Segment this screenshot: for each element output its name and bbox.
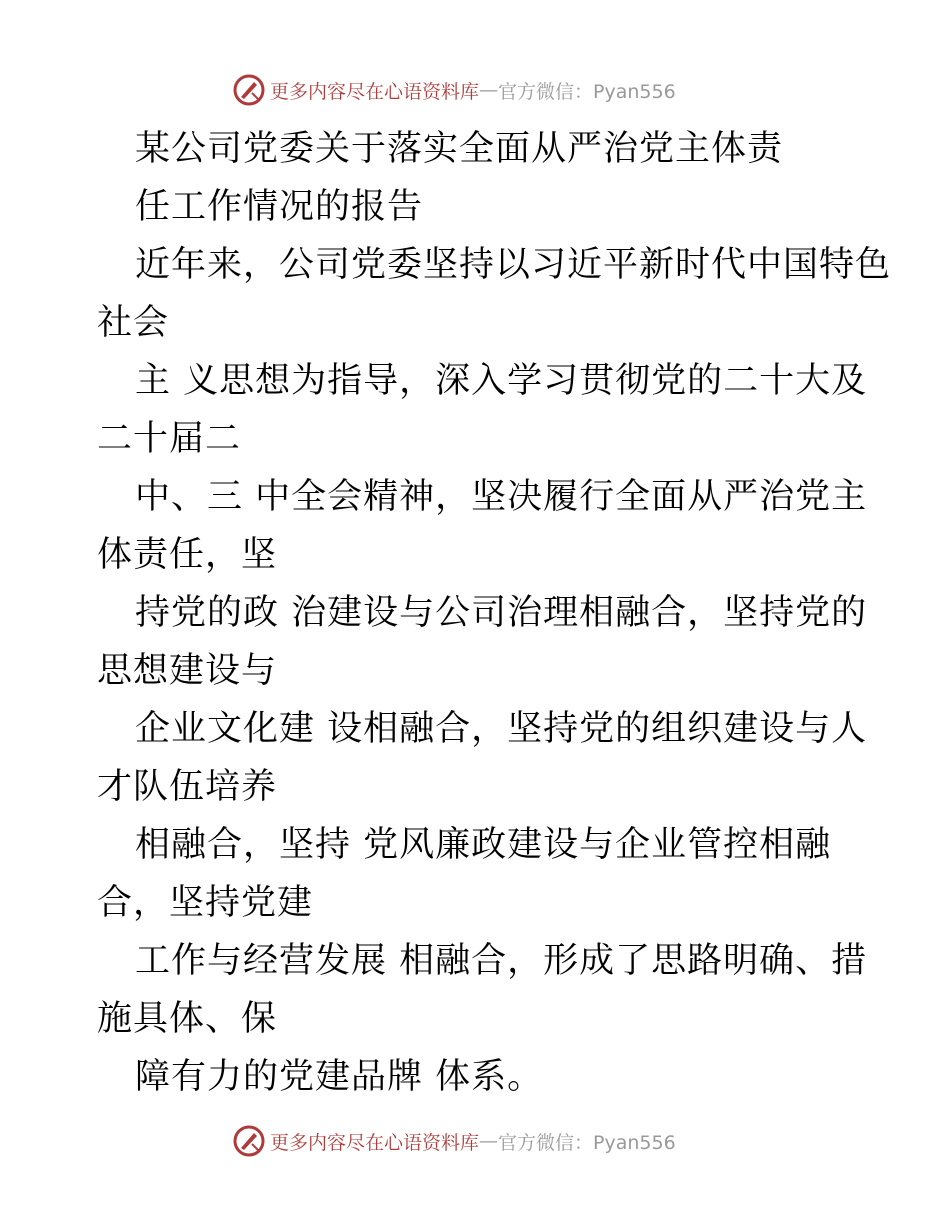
doc-paragraph-line: 企业文化建 设相融合，坚持党的组织建设与人 <box>135 709 868 749</box>
doc-paragraph-line: 主 义思想为指导，深入学习贯彻党的二十大及 <box>135 361 868 401</box>
watermark-suffix-text: 官方微信：Pyan556 <box>498 1131 676 1154</box>
watermark-dash: — <box>479 1130 499 1152</box>
footer-watermark <box>232 1123 676 1159</box>
doc-paragraph-line: 相融合，坚持 党风廉政建设与企业管控相融 <box>135 825 832 865</box>
doc-paragraph-line: 持党的政 治建设与公司治理相融合，坚持党的 <box>135 593 868 633</box>
doc-paragraph-line: 中、三 中全会精神，坚决履行全面从严治党主 <box>135 477 868 517</box>
doc-title-line-1: 某公司党委关于落实全面从严治党主体责 <box>135 129 784 169</box>
doc-paragraph-line: 近年来，公司党委坚持以习近平新时代中国特色 <box>135 245 892 285</box>
header-watermark <box>232 72 676 108</box>
doc-paragraph-line: 二十届二 <box>97 419 242 459</box>
watermark-main-text: 更多内容尽在心语资料库 <box>270 80 480 103</box>
doc-paragraph-line: 才队伍培养 <box>97 767 278 807</box>
watermark-suffix-text: 官方微信：Pyan556 <box>498 80 676 103</box>
watermark-dash: — <box>479 79 499 101</box>
doc-paragraph-line: 工作与经营发展 相融合，形成了思路明确、措 <box>135 941 868 981</box>
doc-paragraph-line: 合，坚持党建 <box>97 883 314 923</box>
watermark-main-text: 更多内容尽在心语资料库 <box>270 1131 480 1154</box>
doc-paragraph-line: 体责任，坚 <box>97 535 278 575</box>
doc-paragraph-line: 施具体、保 <box>97 999 278 1039</box>
quill-seal-icon <box>232 73 266 107</box>
quill-seal-icon <box>232 1124 266 1158</box>
doc-paragraph-line: 障有力的党建品牌 体系。 <box>135 1057 544 1097</box>
doc-title-line-2: 任工作情况的报告 <box>135 187 424 227</box>
doc-paragraph-line: 思想建设与 <box>97 651 278 691</box>
doc-paragraph-line: 社会 <box>97 303 170 343</box>
